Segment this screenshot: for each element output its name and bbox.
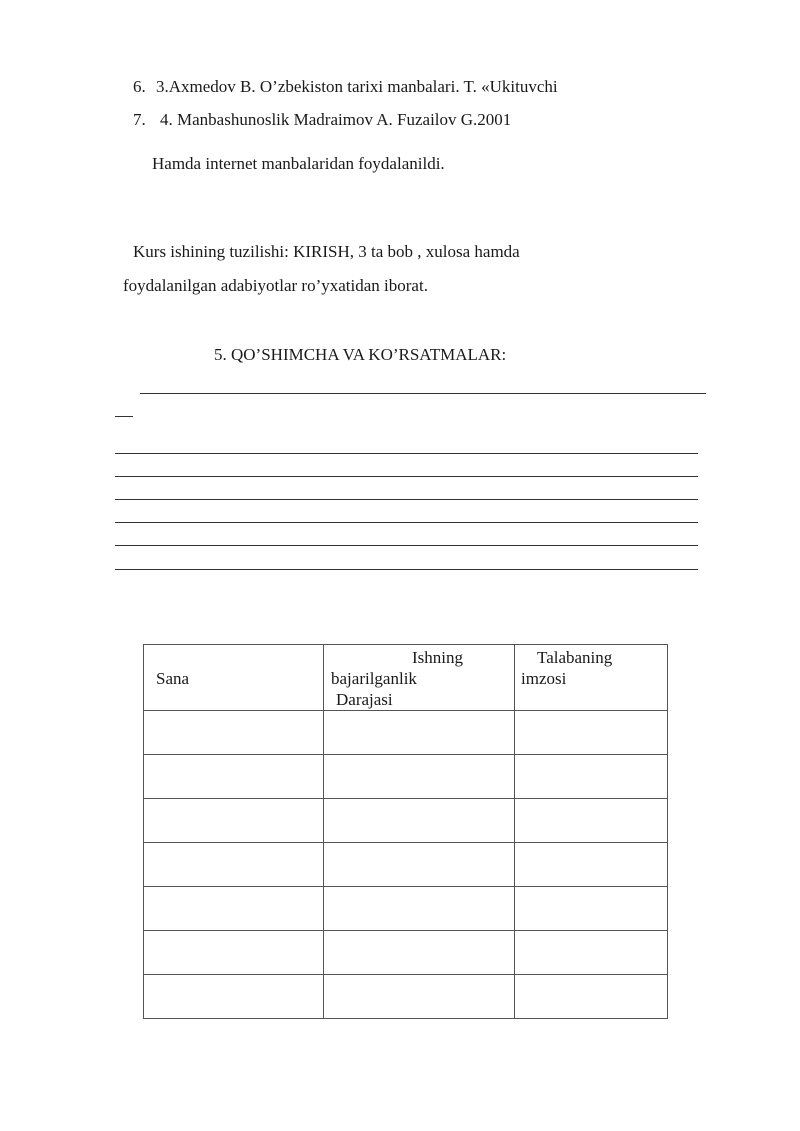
- signature-cell[interactable]: [515, 711, 668, 755]
- date-cell[interactable]: [144, 887, 324, 931]
- progress-cell[interactable]: [324, 975, 515, 1019]
- progress-cell[interactable]: [324, 843, 515, 887]
- table-row: [144, 711, 668, 755]
- header-progress-cell: [324, 645, 515, 711]
- date-cell[interactable]: [144, 755, 324, 799]
- progress-cell[interactable]: [324, 931, 515, 975]
- note-line: [140, 393, 706, 394]
- course-structure-line-1: Kurs ishining tuzilishi: KIRISH, 3 ta bob , xulosa hamda: [133, 242, 520, 261]
- signature-cell[interactable]: [515, 887, 668, 931]
- table-row: [144, 931, 668, 975]
- progress-cell[interactable]: [324, 799, 515, 843]
- header-progress-line-2: bajarilganlik: [331, 669, 417, 688]
- section-title: 5. QO’SHIMCHA VA KO’RSATMALAR:: [214, 345, 507, 364]
- date-cell[interactable]: [144, 843, 324, 887]
- signature-cell[interactable]: [515, 975, 668, 1019]
- header-date-cell: [144, 645, 324, 711]
- table-row: [144, 843, 668, 887]
- table-row: [144, 755, 668, 799]
- table-row: [144, 799, 668, 843]
- header-date: Sana: [156, 669, 190, 688]
- table-header-row: [144, 645, 668, 711]
- reference-item-6: [133, 77, 558, 97]
- note-line: [115, 499, 698, 500]
- reference-item-7: [133, 110, 511, 130]
- note-line: [115, 476, 698, 477]
- header-progress-line-1: Ishning: [412, 648, 463, 667]
- header-signature-line-1: Talabaning: [537, 648, 613, 667]
- signature-cell[interactable]: [515, 755, 668, 799]
- course-structure-line-2: foydalanilgan adabiyotlar ro’yxatidan iborat.: [123, 276, 428, 295]
- header-signature-line-2: imzosi: [521, 669, 567, 688]
- signature-cell[interactable]: [515, 799, 668, 843]
- note-line: [115, 569, 698, 570]
- date-cell[interactable]: [144, 975, 324, 1019]
- table-row: [144, 975, 668, 1019]
- reference-text: 3.Axmedov B. O’zbekiston tarixi manbalari. T. «Ukituvchi: [156, 77, 558, 96]
- progress-table: [143, 644, 668, 1019]
- note-line: [115, 522, 698, 523]
- header-progress-line-3: Darajasi: [336, 690, 393, 709]
- date-cell[interactable]: [144, 799, 324, 843]
- internet-sources-note: Hamda internet manbalaridan foydalanildi.: [152, 154, 445, 173]
- progress-cell[interactable]: [324, 755, 515, 799]
- progress-cell[interactable]: [324, 887, 515, 931]
- progress-cell[interactable]: [324, 711, 515, 755]
- note-line-stub: [115, 416, 133, 417]
- date-cell[interactable]: [144, 711, 324, 755]
- note-line: [115, 545, 698, 546]
- signature-cell[interactable]: [515, 843, 668, 887]
- table-row: [144, 887, 668, 931]
- date-cell[interactable]: [144, 931, 324, 975]
- note-line: [115, 453, 698, 454]
- reference-number: 6.: [133, 77, 146, 96]
- header-signature-cell: [515, 645, 668, 711]
- reference-number: 7.: [133, 110, 146, 129]
- signature-cell[interactable]: [515, 931, 668, 975]
- reference-text: 4. Manbashunoslik Madraimov A. Fuzailov G.2001: [160, 110, 512, 129]
